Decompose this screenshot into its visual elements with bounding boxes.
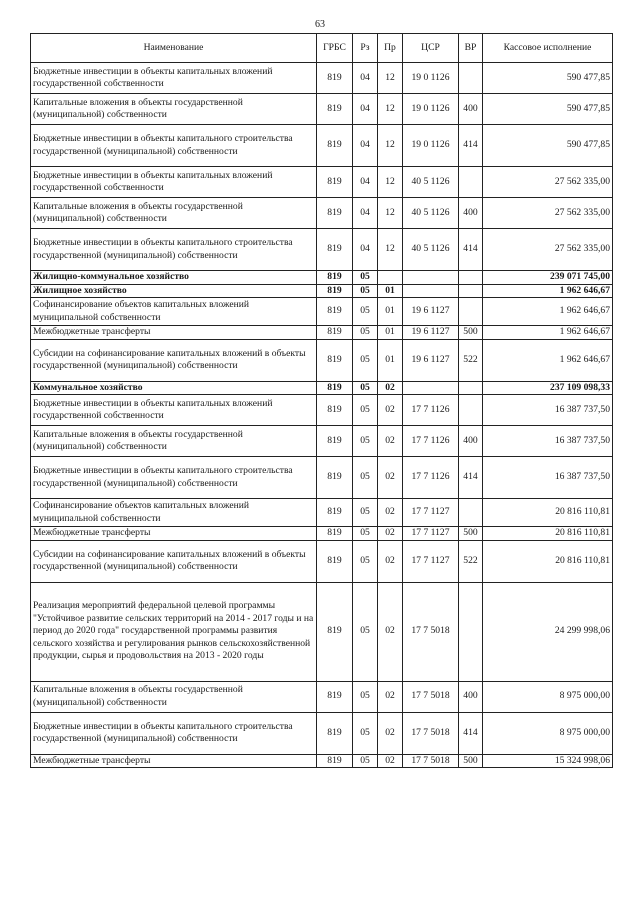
row-vr: 414 — [459, 457, 483, 499]
header-pr: Пр — [378, 34, 403, 63]
row-csr: 19 6 1127 — [403, 298, 459, 326]
row-grbs: 819 — [317, 298, 353, 326]
header-vr: ВР — [459, 34, 483, 63]
row-rz: 05 — [353, 527, 378, 541]
row-rz: 05 — [353, 582, 378, 681]
table-row — [31, 540, 613, 582]
row-pr: 12 — [378, 125, 403, 167]
row-grbs: 819 — [317, 540, 353, 582]
header-rz: Рз — [353, 34, 378, 63]
table-row — [31, 426, 613, 457]
row-vr — [459, 63, 483, 94]
row-name: Бюджетные инвестиции в объекты капитальных вложений государственной собственности — [31, 63, 317, 94]
row-rz: 05 — [353, 499, 378, 527]
row-csr: 17 7 1127 — [403, 527, 459, 541]
table-row — [31, 284, 613, 298]
table-row — [31, 395, 613, 426]
row-vr: 400 — [459, 198, 483, 229]
row-grbs: 819 — [317, 426, 353, 457]
row-amount: 20 816 110,81 — [483, 540, 613, 582]
header-amount: Кассовое исполнение — [483, 34, 613, 63]
row-pr: 02 — [378, 681, 403, 712]
row-csr — [403, 381, 459, 395]
row-rz: 04 — [353, 198, 378, 229]
row-pr: 02 — [378, 395, 403, 426]
row-vr — [459, 499, 483, 527]
row-csr: 19 0 1126 — [403, 94, 459, 125]
row-rz: 04 — [353, 229, 378, 271]
row-rz: 05 — [353, 681, 378, 712]
row-name: Капитальные вложения в объекты государственной (муниципальной) собственности — [31, 681, 317, 712]
row-pr: 12 — [378, 198, 403, 229]
table-row — [31, 754, 613, 768]
table-row — [31, 125, 613, 167]
row-vr: 414 — [459, 229, 483, 271]
table-row — [31, 271, 613, 285]
header-row — [31, 34, 613, 63]
row-name: Капитальные вложения в объекты государственной (муниципальной) собственности — [31, 94, 317, 125]
row-pr: 12 — [378, 167, 403, 198]
row-amount: 15 324 998,06 — [483, 754, 613, 768]
row-grbs: 819 — [317, 284, 353, 298]
row-grbs: 819 — [317, 326, 353, 340]
table-row — [31, 63, 613, 94]
row-name: Жилищно-коммунальное хозяйство — [31, 271, 317, 285]
row-rz: 04 — [353, 125, 378, 167]
row-rz: 05 — [353, 339, 378, 381]
row-rz: 04 — [353, 94, 378, 125]
row-rz: 05 — [353, 298, 378, 326]
row-rz: 05 — [353, 381, 378, 395]
row-amount: 1 962 646,67 — [483, 298, 613, 326]
row-csr: 17 7 1126 — [403, 457, 459, 499]
row-pr: 12 — [378, 229, 403, 271]
table-row — [31, 681, 613, 712]
row-grbs: 819 — [317, 381, 353, 395]
row-grbs: 819 — [317, 681, 353, 712]
row-name: Софинансирование объектов капитальных вложений муниципальной собственности — [31, 298, 317, 326]
row-vr: 414 — [459, 125, 483, 167]
header-grbs: ГРБС — [317, 34, 353, 63]
row-grbs: 819 — [317, 395, 353, 426]
row-vr: 414 — [459, 712, 483, 754]
row-csr: 40 5 1126 — [403, 167, 459, 198]
row-amount: 16 387 737,50 — [483, 426, 613, 457]
row-rz: 05 — [353, 540, 378, 582]
row-name: Бюджетные инвестиции в объекты капитальных вложений государственной собственности — [31, 395, 317, 426]
row-pr: 02 — [378, 499, 403, 527]
row-amount: 1 962 646,67 — [483, 326, 613, 340]
row-vr: 400 — [459, 426, 483, 457]
row-rz: 05 — [353, 326, 378, 340]
table-row — [31, 339, 613, 381]
row-vr — [459, 381, 483, 395]
row-pr: 02 — [378, 527, 403, 541]
row-grbs: 819 — [317, 94, 353, 125]
row-pr — [378, 271, 403, 285]
row-pr: 02 — [378, 540, 403, 582]
row-amount: 239 071 745,00 — [483, 271, 613, 285]
row-amount: 16 387 737,50 — [483, 395, 613, 426]
row-grbs: 819 — [317, 198, 353, 229]
table-row — [31, 198, 613, 229]
row-vr: 522 — [459, 339, 483, 381]
row-amount: 590 477,85 — [483, 94, 613, 125]
row-csr — [403, 284, 459, 298]
row-vr: 400 — [459, 94, 483, 125]
row-name: Капитальные вложения в объекты государственной (муниципальной) собственности — [31, 198, 317, 229]
row-vr — [459, 284, 483, 298]
row-pr: 02 — [378, 582, 403, 681]
row-grbs: 819 — [317, 712, 353, 754]
header-name: Наименование — [31, 34, 317, 63]
row-vr — [459, 167, 483, 198]
table-row — [31, 457, 613, 499]
row-name: Жилищное хозяйство — [31, 284, 317, 298]
row-name: Софинансирование объектов капитальных вложений муниципальной собственности — [31, 499, 317, 527]
row-csr: 19 6 1127 — [403, 339, 459, 381]
row-amount: 16 387 737,50 — [483, 457, 613, 499]
row-pr: 12 — [378, 94, 403, 125]
table-row — [31, 712, 613, 754]
row-name: Бюджетные инвестиции в объекты капитальных вложений государственной собственности — [31, 167, 317, 198]
row-name: Межбюджетные трансферты — [31, 527, 317, 541]
row-vr — [459, 395, 483, 426]
row-name: Капитальные вложения в объекты государственной (муниципальной) собственности — [31, 426, 317, 457]
row-amount: 24 299 998,06 — [483, 582, 613, 681]
row-grbs: 819 — [317, 582, 353, 681]
row-amount: 590 477,85 — [483, 125, 613, 167]
row-csr: 40 5 1126 — [403, 198, 459, 229]
row-csr: 17 7 5018 — [403, 754, 459, 768]
table-row — [31, 582, 613, 681]
row-amount: 27 562 335,00 — [483, 198, 613, 229]
row-csr — [403, 271, 459, 285]
row-csr: 17 7 1127 — [403, 499, 459, 527]
table-row — [31, 298, 613, 326]
row-amount: 8 975 000,00 — [483, 681, 613, 712]
row-rz: 05 — [353, 271, 378, 285]
row-rz: 05 — [353, 395, 378, 426]
row-vr — [459, 298, 483, 326]
row-csr: 17 7 5018 — [403, 681, 459, 712]
row-grbs: 819 — [317, 499, 353, 527]
row-pr: 01 — [378, 326, 403, 340]
row-name: Бюджетные инвестиции в объекты капитального строительства государственной (муниципальной) собственности — [31, 229, 317, 271]
row-vr: 522 — [459, 540, 483, 582]
row-pr: 02 — [378, 381, 403, 395]
row-amount: 20 816 110,81 — [483, 499, 613, 527]
table-row — [31, 229, 613, 271]
row-pr: 02 — [378, 426, 403, 457]
table-row — [31, 167, 613, 198]
row-amount: 27 562 335,00 — [483, 229, 613, 271]
row-csr: 40 5 1126 — [403, 229, 459, 271]
row-grbs: 819 — [317, 125, 353, 167]
row-pr: 12 — [378, 63, 403, 94]
row-amount: 237 109 098,33 — [483, 381, 613, 395]
row-pr: 01 — [378, 298, 403, 326]
row-grbs: 819 — [317, 167, 353, 198]
row-amount: 8 975 000,00 — [483, 712, 613, 754]
row-csr: 17 7 5018 — [403, 712, 459, 754]
row-name: Субсидии на софинансирование капитальных вложений в объекты государственной (муниципальной) собственности — [31, 540, 317, 582]
row-name: Реализация мероприятий федеральной целевой программы "Устойчивое развитие сельских территорий на 2014 - 2017 годы и на период до 2020 года" государственной программы развития сельского хозяйства и регулирования рынков сельскохозяйственной продукции, сырья и продовольствия на 2013 - 2020 годы — [31, 582, 317, 681]
row-amount: 20 816 110,81 — [483, 527, 613, 541]
row-vr — [459, 582, 483, 681]
row-amount: 27 562 335,00 — [483, 167, 613, 198]
row-pr: 02 — [378, 457, 403, 499]
row-name: Межбюджетные трансферты — [31, 326, 317, 340]
row-csr: 19 6 1127 — [403, 326, 459, 340]
row-grbs: 819 — [317, 271, 353, 285]
row-csr: 17 7 1127 — [403, 540, 459, 582]
row-amount: 1 962 646,67 — [483, 284, 613, 298]
row-pr: 01 — [378, 284, 403, 298]
row-vr: 500 — [459, 754, 483, 768]
row-vr: 500 — [459, 326, 483, 340]
row-grbs: 819 — [317, 63, 353, 94]
page-number: 63 — [315, 19, 325, 30]
row-name: Бюджетные инвестиции в объекты капитального строительства государственной (муниципальной) собственности — [31, 712, 317, 754]
row-csr: 17 7 5018 — [403, 582, 459, 681]
header-csr: ЦСР — [403, 34, 459, 63]
row-grbs: 819 — [317, 229, 353, 271]
row-vr: 500 — [459, 527, 483, 541]
row-rz: 05 — [353, 426, 378, 457]
row-amount: 1 962 646,67 — [483, 339, 613, 381]
row-rz: 04 — [353, 63, 378, 94]
table-row — [31, 381, 613, 395]
row-name: Межбюджетные трансферты — [31, 754, 317, 768]
row-name: Субсидии на софинансирование капитальных вложений в объекты государственной (муниципальной) собственности — [31, 339, 317, 381]
row-rz: 05 — [353, 712, 378, 754]
row-pr: 02 — [378, 712, 403, 754]
row-grbs: 819 — [317, 527, 353, 541]
row-rz: 04 — [353, 167, 378, 198]
row-csr: 19 0 1126 — [403, 125, 459, 167]
row-pr: 02 — [378, 754, 403, 768]
row-rz: 05 — [353, 284, 378, 298]
row-csr: 17 7 1126 — [403, 395, 459, 426]
row-pr: 01 — [378, 339, 403, 381]
table-row — [31, 326, 613, 340]
table-row — [31, 94, 613, 125]
row-vr — [459, 271, 483, 285]
table-row — [31, 499, 613, 527]
row-name: Бюджетные инвестиции в объекты капитального строительства государственной (муниципальной) собственности — [31, 125, 317, 167]
row-vr: 400 — [459, 681, 483, 712]
row-amount: 590 477,85 — [483, 63, 613, 94]
row-name: Коммунальное хозяйство — [31, 381, 317, 395]
budget-table — [30, 33, 613, 768]
row-grbs: 819 — [317, 339, 353, 381]
row-name: Бюджетные инвестиции в объекты капитального строительства государственной (муниципальной) собственности — [31, 457, 317, 499]
row-grbs: 819 — [317, 457, 353, 499]
row-csr: 17 7 1126 — [403, 426, 459, 457]
row-grbs: 819 — [317, 754, 353, 768]
row-rz: 05 — [353, 754, 378, 768]
row-rz: 05 — [353, 457, 378, 499]
table-row — [31, 527, 613, 541]
row-csr: 19 0 1126 — [403, 63, 459, 94]
